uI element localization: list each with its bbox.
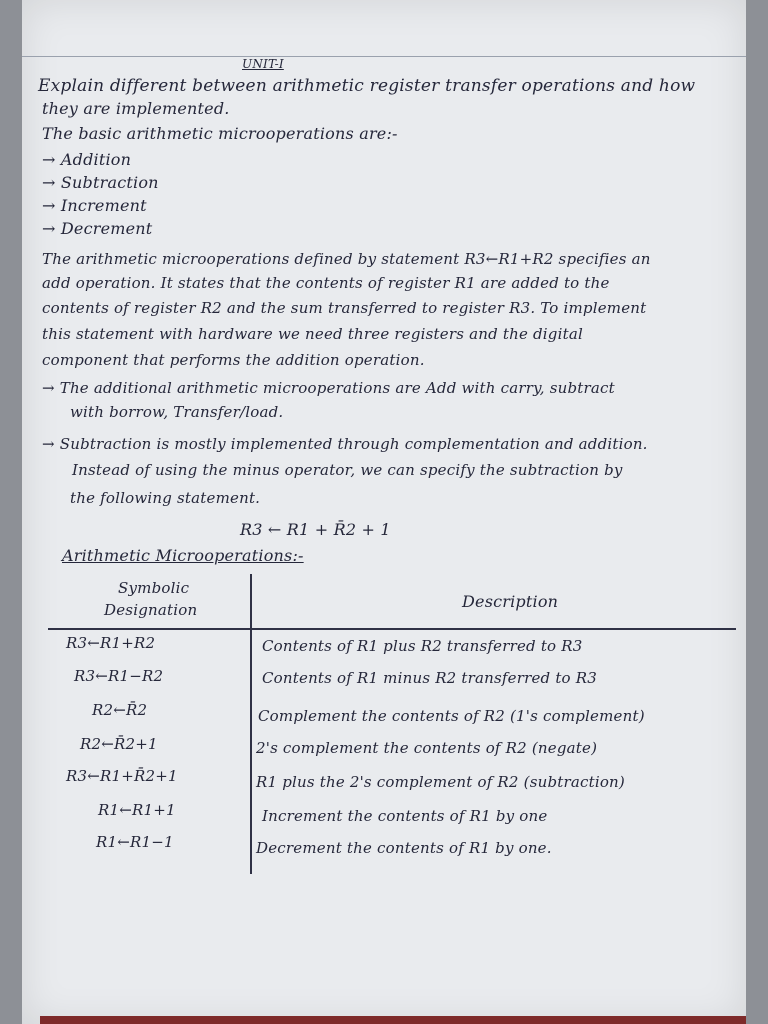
row-3-description: Complement the contents of R2 (1's complement) bbox=[258, 707, 645, 725]
para1-line-4: this statement with hardware we need three registers and the digital bbox=[42, 325, 583, 343]
row-1-description: Contents of R1 plus R2 transferred to R3 bbox=[262, 637, 583, 655]
para1-line-3: contents of register R2 and the sum transferred to register R3. To implement bbox=[42, 299, 647, 317]
header-description: Description bbox=[462, 592, 559, 611]
row-7-description: Decrement the contents of R1 by one. bbox=[256, 839, 552, 857]
basic-op-increment: → Increment bbox=[42, 196, 147, 215]
para2-line-1: → The additional arithmetic microoperations are Add with carry, subtract bbox=[42, 379, 615, 397]
para3-line-2: Instead of using the minus operator, we can specify the subtraction by bbox=[72, 461, 623, 479]
header-designation: Designation bbox=[104, 601, 198, 619]
table-vertical-divider bbox=[250, 574, 252, 874]
para3-line-3: the following statement. bbox=[70, 489, 261, 507]
row-7-symbol: R1←R1−1 bbox=[96, 833, 174, 851]
unit-heading: UNIT-I bbox=[242, 57, 284, 71]
question-line-1: Explain different between arithmetic register transfer operations and how bbox=[38, 76, 696, 96]
row-4-description: 2's complement the contents of R2 (negate) bbox=[256, 739, 598, 757]
basic-op-decrement: → Decrement bbox=[42, 219, 153, 238]
basic-op-subtraction: → Subtraction bbox=[42, 173, 159, 192]
row-6-description: Increment the contents of R1 by one bbox=[262, 807, 548, 825]
intro-text: The basic arithmetic microoperations are:- bbox=[42, 124, 398, 143]
para1-line-5: component that performs the addition operation. bbox=[42, 351, 425, 369]
table-header-divider bbox=[48, 628, 736, 630]
row-3-symbol: R2←R̄2 bbox=[92, 701, 148, 719]
para2-line-2: with borrow, Transfer/load. bbox=[70, 403, 284, 421]
row-2-symbol: R3←R1−R2 bbox=[74, 667, 164, 685]
row-5-description: R1 plus the 2's complement of R2 (subtraction) bbox=[256, 773, 625, 791]
header-symbolic: Symbolic bbox=[118, 579, 190, 597]
row-1-symbol: R3←R1+R2 bbox=[66, 634, 156, 652]
para1-line-1: The arithmetic microoperations defined by statement R3←R1+R2 specifies an bbox=[42, 250, 651, 268]
table-title: Arithmetic Microoperations:- bbox=[62, 546, 304, 565]
row-4-symbol: R2←R̄2+1 bbox=[80, 735, 158, 753]
question-line-2: they are implemented. bbox=[42, 99, 230, 118]
subtraction-formula: R3 ← R1 + R̄2 + 1 bbox=[240, 520, 391, 539]
row-2-description: Contents of R1 minus R2 transferred to R3 bbox=[262, 669, 597, 687]
para1-line-2: add operation. It states that the contents of register R1 are added to the bbox=[42, 274, 610, 292]
basic-op-addition: → Addition bbox=[42, 150, 132, 169]
row-6-symbol: R1←R1+1 bbox=[98, 801, 176, 819]
row-5-symbol: R3←R1+R̄2+1 bbox=[66, 767, 178, 785]
notebook-cover-edge bbox=[40, 1016, 746, 1024]
para3-line-1: → Subtraction is mostly implemented through complementation and addition. bbox=[42, 435, 648, 453]
